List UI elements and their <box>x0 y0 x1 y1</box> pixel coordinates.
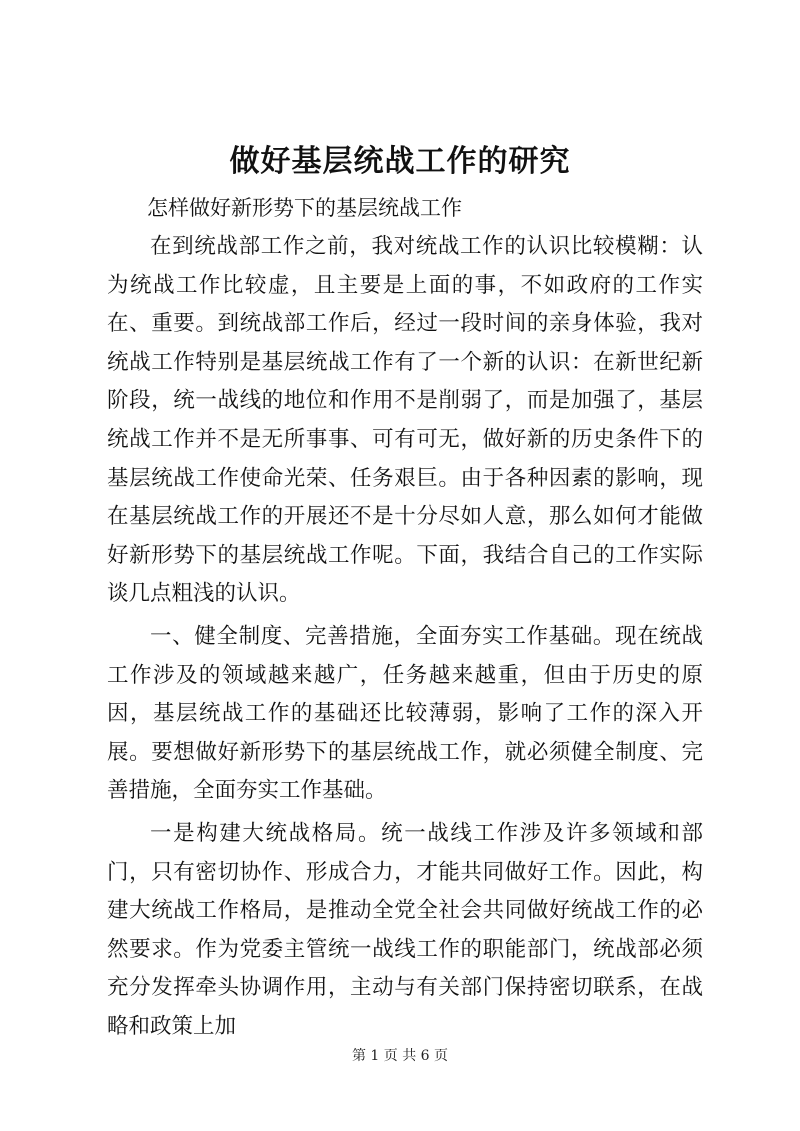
page-number-footer: 第 1 页 共 6 页 <box>351 1048 449 1064</box>
document-title: 做好基层统战工作的研究 <box>229 144 571 179</box>
document-body <box>107 228 703 1046</box>
paragraph: 一是构建大统战格局。统一战线工作涉及许多领域和部门，只有密切协作、形成合力，才能共同做好工作。因此，构建大统战工作格局，是推动全党全社会共同做好统战工作的必然要求。作为党委主管统一战线工作的职能部门，统战部必须充分发挥牵头协调作用，主动与有关部门保持密切联系，在战略和政策上加 <box>107 820 703 1039</box>
paragraph: 一、健全制度、完善措施，全面夯实工作基础。现在统战工作涉及的领域越来越广，任务越来越重，但由于历史的原因，基层统战工作的基础还比较薄弱，影响了工作的深入开展。要想做好新形势下的基层统战工作，就必须健全制度、完善措施，全面夯实工作基础。 <box>107 623 703 804</box>
paragraph: 在到统战部工作之前，我对统战工作的认识比较模糊：认为统战工作比较虚，且主要是上面的事，不如政府的工作实在、重要。到统战部工作后，经过一段时间的亲身体验，我对统战工作特别是基层统战工作有了一个新的认识：在新世纪新阶段，统一战线的地位和作用不是削弱了，而是加强了，基层统战工作并不是无所事事、可有可无，做好新的历史条件下的基层统战工作使命光荣、任务艰巨。由于各种因素的影响，现在基层统战工作的开展还不是十分尽如人意，那么如何才能做好新形势下的基层统战工作呢。下面，我结合自己的工作实际谈几点粗浅的认识。 <box>107 234 703 607</box>
document-subtitle: 怎样做好新形势下的基层统战工作 <box>147 196 462 220</box>
